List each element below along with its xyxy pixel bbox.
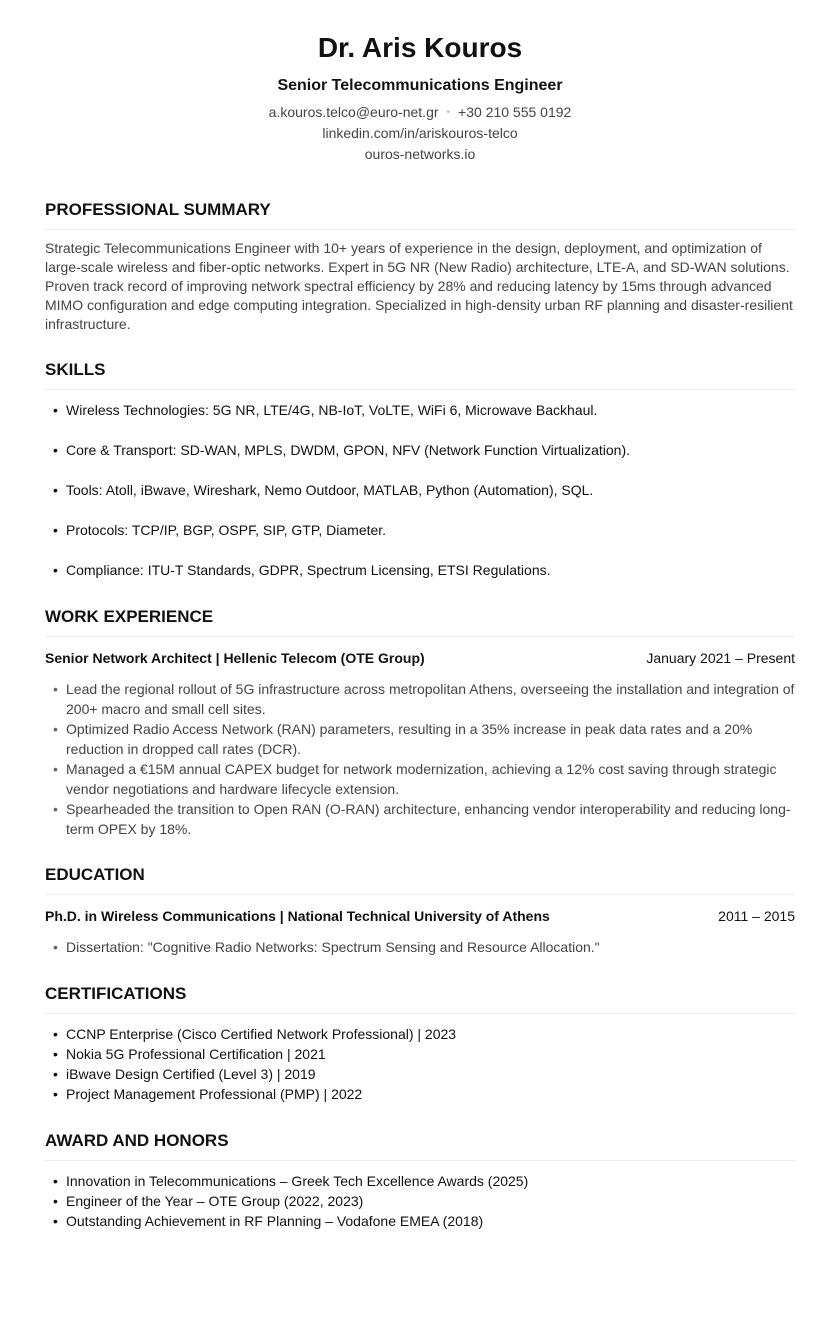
list-item: • Wireless Technologies: 5G NR, LTE/4G, NB-IoT, VoLTE, WiFi 6, Microwave Backhaul. — [53, 402, 598, 418]
list-item: • Protocols: TCP/IP, BGP, OSPF, SIP, GTP, Diameter. — [53, 522, 387, 538]
education-section — [45, 865, 795, 957]
phone-number: +30 210 555 0192 — [458, 104, 572, 120]
list-item: • Compliance: ITU-T Standards, GDPR, Spectrum Licensing, ETSI Regulations. — [53, 562, 551, 578]
education-heading: EDUCATION — [45, 865, 795, 895]
awards-heading: AWARD AND HONORS — [45, 1131, 795, 1161]
certifications-section — [45, 984, 795, 1104]
awards-list — [45, 1171, 795, 1231]
email-link[interactable]: a.kouros.telco@euro-net.gr — [268, 104, 439, 120]
contact-info — [45, 102, 795, 165]
certifications-heading: CERTIFICATIONS — [45, 984, 795, 1014]
list-item: • Spearheaded the transition to Open RAN (O-RAN) architecture, enhancing vendor interoperability and reducing long-term OPEX by 18%. — [53, 801, 791, 837]
list-item: • Core & Transport: SD-WAN, MPLS, DWDM, GPON, NFV (Network Function Virtualization). — [53, 442, 631, 458]
candidate-name: Dr. Aris Kouros — [317, 32, 523, 63]
linkedin-link[interactable]: linkedin.com/in/ariskouros-telco — [322, 125, 518, 141]
experience-entry-header — [45, 648, 795, 668]
list-item: • Managed a €15M annual CAPEX budget for network modernization, achieving a 12% cost saving through strategic vendor negotiations and hardware lifecycle extension. — [53, 761, 777, 797]
summary-section — [45, 200, 795, 334]
list-item: • Engineer of the Year – OTE Group (2022, 2023) — [53, 1193, 364, 1209]
separator-dot: • — [446, 107, 451, 118]
awards-section — [45, 1131, 795, 1231]
list-item: • Optimized Radio Access Network (RAN) parameters, resulting in a 35% increase in peak data rates and a 20% reduction in dropped call rates (DCR). — [53, 721, 753, 757]
list-item: • iBwave Design Certified (Level 3) | 2019 — [53, 1066, 316, 1082]
list-item: • Tools: Atoll, iBwave, Wireshark, Nemo Outdoor, MATLAB, Python (Automation), SQL. — [53, 482, 594, 498]
experience-heading: WORK EXPERIENCE — [45, 607, 795, 637]
summary-text: Strategic Telecommunications Engineer with 10+ years of experience in the design, deployment, and optimization of large-scale wireless and fiber-optic networks. Expert in 5G NR (New Radio) architecture, LTE-A, and SD-WAN solutions. Proven track record of improving network spectral efficiency by 28% and reducing latency by 15ms through advanced MIMO configuration and edge computing integration. Specialized in high-density urban RF planning and disaster-resilient infrastructure. — [45, 240, 793, 332]
website-link[interactable]: ouros-networks.io — [364, 146, 476, 162]
education-entry-header — [45, 906, 795, 926]
job-role: Senior Network Architect | Hellenic Telecom (OTE Group) — [45, 650, 425, 666]
education-list — [45, 937, 795, 957]
list-item: • Innovation in Telecommunications – Greek Tech Excellence Awards (2025) — [53, 1173, 529, 1189]
resume-header — [45, 0, 795, 165]
list-item: • Project Management Professional (PMP) | 2022 — [53, 1086, 363, 1102]
list-item: • CCNP Enterprise (Cisco Certified Network Professional) | 2023 — [53, 1026, 457, 1042]
list-item: • Lead the regional rollout of 5G infrastructure across metropolitan Athens, overseeing the installation and integration of 200+ macro and small cell sites. — [53, 681, 795, 717]
list-item: • Dissertation: "Cognitive Radio Networks: Spectrum Sensing and Resource Allocation." — [53, 939, 600, 955]
experience-section — [45, 607, 795, 839]
skills-section — [45, 360, 795, 580]
list-item: • Nokia 5G Professional Certification | 2021 — [53, 1046, 326, 1062]
list-item: • Outstanding Achievement in RF Planning – Vodafone EMEA (2018) — [53, 1213, 484, 1229]
certifications-list — [45, 1024, 795, 1104]
job-date: January 2021 – Present — [646, 650, 795, 666]
education-date: 2011 – 2015 — [718, 908, 795, 924]
skills-list — [45, 400, 795, 580]
job-title: Senior Telecommunications Engineer — [277, 77, 563, 94]
skills-heading: SKILLS — [45, 360, 795, 390]
degree-title: Ph.D. in Wireless Communications | National Technical University of Athens — [45, 908, 550, 924]
summary-heading: PROFESSIONAL SUMMARY — [45, 200, 795, 230]
experience-list — [45, 679, 795, 839]
